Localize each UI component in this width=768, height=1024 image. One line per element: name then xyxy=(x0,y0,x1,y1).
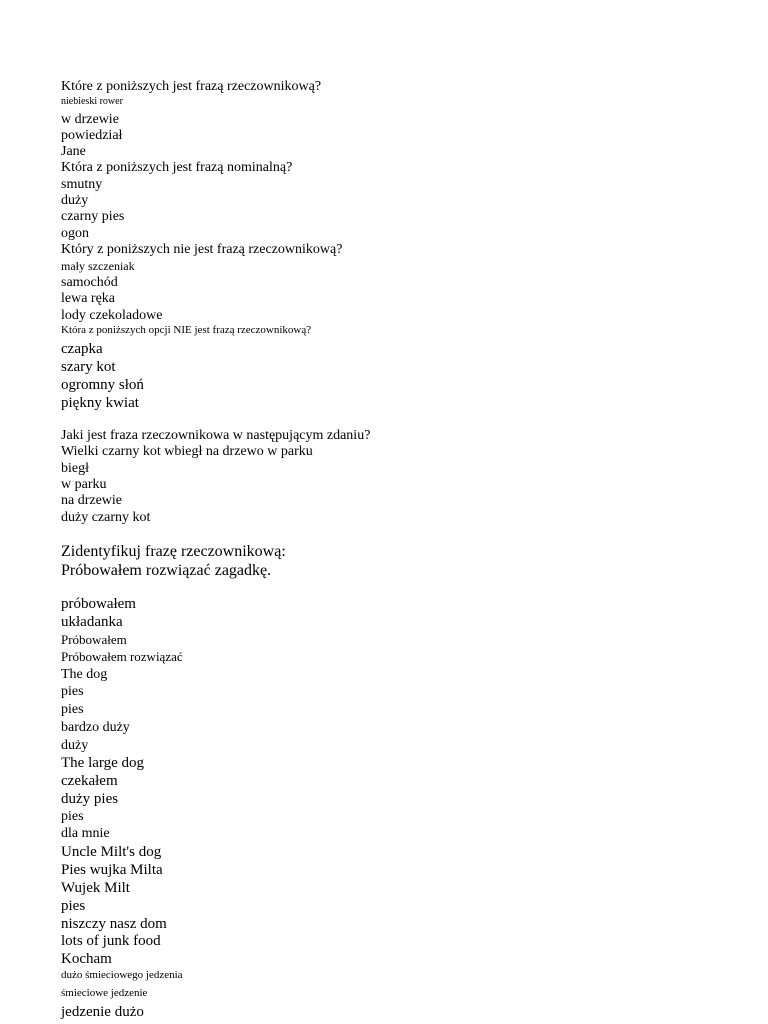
answer-option: Próbowałem rozwiązać xyxy=(61,649,183,664)
answer-option: duży pies xyxy=(61,791,119,807)
answer-option: pies xyxy=(61,809,84,824)
answer-option: Jane xyxy=(61,144,86,159)
answer-option: lots of junk food xyxy=(61,933,161,949)
answer-option: duży czarny kot xyxy=(61,510,151,525)
answer-option: biegł xyxy=(61,461,89,476)
question-sentence: Próbowałem rozwiązać zagadkę. xyxy=(61,562,272,579)
answer-option: w drzewie xyxy=(61,112,119,127)
answer-option: piękny kwiat xyxy=(61,395,139,411)
answer-option: smutny xyxy=(61,177,103,192)
answer-option: niszczy nasz dom xyxy=(61,916,167,932)
answer-option: szary kot xyxy=(61,359,116,375)
answer-option: dla mnie xyxy=(61,826,110,841)
answer-option: samochód xyxy=(61,275,118,290)
answer-option: w parku xyxy=(61,477,107,492)
answer-option: Kocham xyxy=(61,951,112,967)
answer-option: Próbowałem xyxy=(61,632,127,647)
answer-option: czapka xyxy=(61,341,103,357)
question-2: Która z poniższych jest frazą nominalną? xyxy=(61,160,293,175)
question-1: Które z poniższych jest frazą rzeczownikową? xyxy=(61,79,322,94)
answer-option: na drzewie xyxy=(61,493,123,508)
answer-option: powiedział xyxy=(61,128,123,143)
answer-option: czekałem xyxy=(61,773,118,789)
answer-option: dużo śmieciowego jedzenia xyxy=(61,969,183,981)
answer-option: Uncle Milt's dog xyxy=(61,844,162,860)
answer-option: mały szczeniak xyxy=(61,259,135,273)
answer-option: The dog xyxy=(61,667,108,682)
answer-option: lewa ręka xyxy=(61,291,116,306)
question-5: Jaki jest fraza rzeczownikowa w następującym zdaniu? xyxy=(61,428,371,443)
answer-option: bardzo duży xyxy=(61,720,130,735)
question-4: Która z poniższych opcji NIE jest frazą rzeczownikową? xyxy=(61,324,312,336)
answer-option: duży xyxy=(61,738,89,753)
answer-option: pies xyxy=(61,684,84,699)
answer-option: ogon xyxy=(61,226,89,241)
answer-option: pies xyxy=(61,898,86,914)
question-6: Zidentyfikuj frazę rzeczownikową: xyxy=(61,543,286,560)
answer-option: czarny pies xyxy=(61,209,125,224)
answer-option: próbowałem xyxy=(61,596,136,612)
answer-option: lody czekoladowe xyxy=(61,308,163,323)
answer-option: Pies wujka Milta xyxy=(61,862,163,878)
answer-option: śmieciowe jedzenie xyxy=(61,987,148,999)
answer-option: ogromny słoń xyxy=(61,377,144,393)
answer-option: duży xyxy=(61,193,89,208)
answer-option: Wujek Milt xyxy=(61,880,130,896)
answer-option: jedzenie dużo xyxy=(61,1004,144,1020)
answer-option: niebieski rower xyxy=(61,96,123,107)
question-3: Który z poniższych nie jest frazą rzeczownikową? xyxy=(61,242,343,257)
question-sentence: Wielki czarny kot wbiegł na drzewo w parku xyxy=(61,444,313,459)
answer-option: pies xyxy=(61,702,84,717)
answer-option: układanka xyxy=(61,614,123,630)
answer-option: The large dog xyxy=(61,755,145,771)
